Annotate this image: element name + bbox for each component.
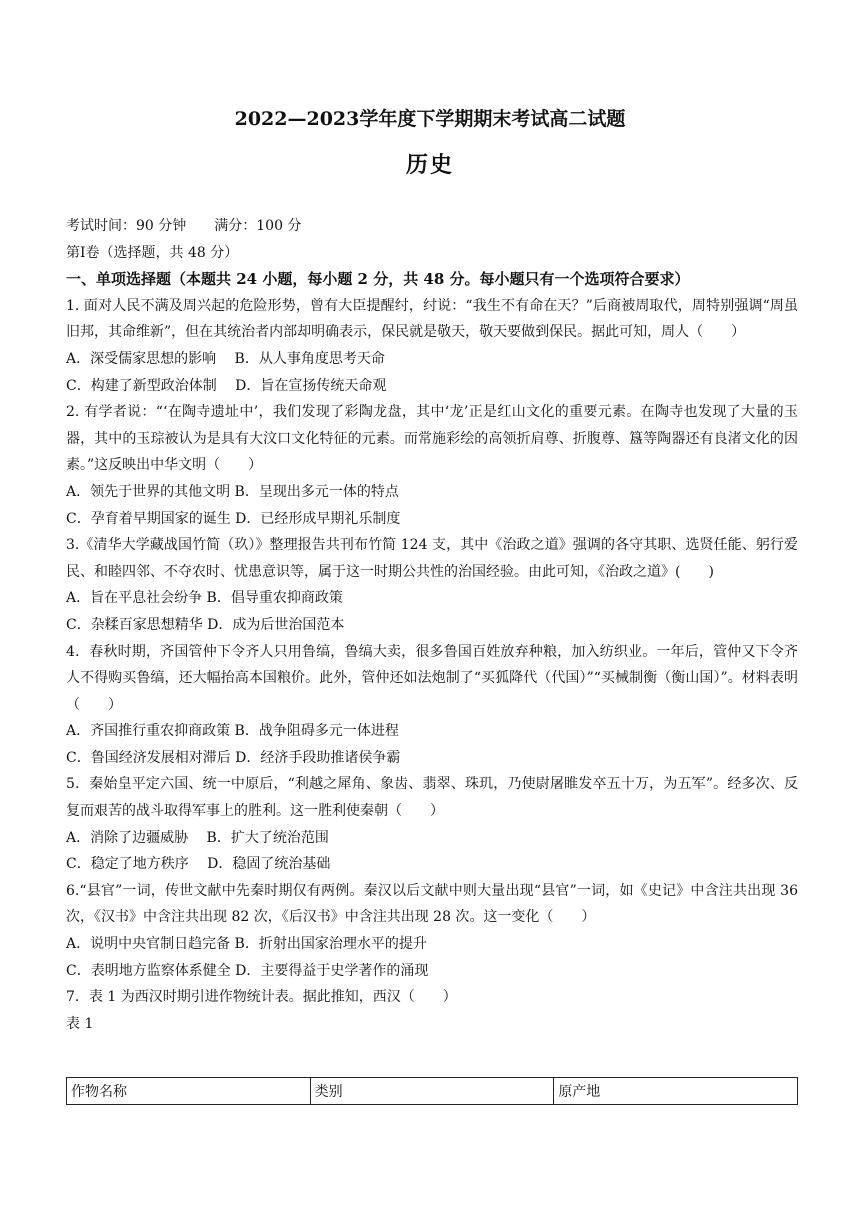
question-5-stem: 5．秦始皇平定六国、统一中原后，“利越之犀角、象齿、翡翠、珠玑，乃使尉屠睢发卒五十万，为五军”。经多次、反复而艰苦的战斗取得军事上的胜利。这一胜利使秦朝（ ）: [66, 776, 798, 820]
question-1-options-cd: C．构建了新型政治体制 D．旨在宣扬传统天命观: [66, 377, 387, 394]
question-6-stem: 6.“县官”一词，传世文献中先秦时期仅有两例。秦汉以后文献中则大量出现“县官”一词，如《史记》中含注共出现 36 次，《汉书》中含注共出现 82 次，《后汉书》中含注共出现 28 次。这一变化（ ）: [66, 882, 798, 926]
question-2-options-cd: C．孕育着早期国家的诞生 D．已经形成早期礼乐制度: [66, 510, 401, 527]
question-1-stem: 1. 面对人民不满及周兴起的危险形势，曾有大臣提醒纣，纣说：“我生不有命在天？”后商被周取代，周特别强调“周虽旧邦，其命维新”，但在其统治者内部却明确表示，保民就是敬天，敬天要做到保民。据此可知，周人（ ）: [66, 297, 798, 341]
subject-title: 历史: [405, 152, 454, 178]
question-4-stem: 4．春秋时期，齐国管仲下令齐人只用鲁缟，鲁缟大卖，很多鲁国百姓放弃种粮，加入纺织业。一年后，管仲又下令齐人不得购买鲁缟，还大幅抬高本国粮价。此外，管仲还如法炮制了“买狐降代（代国）”“买械制衡（衡山国）”。材料表明（ ）: [66, 643, 798, 713]
question-4-options-cd: C．鲁国经济发展相对滞后 D．经济手段助推诸侯争霸: [66, 749, 401, 766]
exam-title: 2022—2023学年度下学期期末考试高二试题: [234, 108, 626, 130]
question-5-options-ab: A．消除了边疆威胁 B．扩大了统治范围: [66, 829, 329, 846]
question-3-options-cd: C．杂糅百家思想精华 D．成为后世治国范本: [66, 616, 345, 633]
section-heading: 一、单项选择题（本题共 24 小题，每小题 2 分，共 48 分。每小题只有一个选项符合要求）: [66, 270, 690, 289]
table-header-row: [67, 1078, 798, 1105]
question-3-stem: 3.《清华大学藏战国竹简（玖）》整理报告共刊布竹简 124 支，其中《治政之道》强调的各守其职、选贤任能、躬行爱民、和睦四邻、不夺农时、忧患意识等，属于这一时期公共性的治国经验。由此可知，《治政之道》( ): [66, 537, 798, 580]
question-3-options-ab: A．旨在平息社会纷争 B．倡导重农抑商政策: [66, 590, 343, 607]
table-caption: 表 1: [66, 1015, 94, 1032]
question-1-options-ab: A．深受儒家思想的影响 B．从人事角度思考天命: [66, 350, 385, 367]
question-2-stem: 2. 有学者说：“‘在陶寺遗址中’，我们发现了彩陶龙盘，其中‘龙’正是红山文化的重要元素。在陶寺也发现了大量的玉器，其中的玉琮被认为是具有大汶口文化特征的元素。而常施彩绘的高领折肩尊、折腹尊、簋等陶器还有良渚文化的因素。”这反映出中华文明（ ）: [66, 404, 798, 474]
exam-info: 考试时间：90 分钟 满分：100 分: [66, 218, 302, 234]
question-2-options-ab: A．领先于世界的其他文明 B．呈现出多元一体的特点: [66, 483, 399, 500]
part-heading: 第Ⅰ卷（选择题，共 48 分）: [66, 244, 239, 261]
exam-content: [66, 213, 798, 1037]
question-6-options-ab: A．说明中央官制日趋完备 B．折射出国家治理水平的提升: [66, 936, 427, 953]
question-7-stem: 7．表 1 为西汉时期引进作物统计表。据此推知，西汉（ ）: [66, 989, 457, 1006]
table-header-cell: 作物名称: [67, 1078, 311, 1105]
table-header-cell: 原产地: [554, 1078, 798, 1105]
question-6-options-cd: C．表明地方监察体系健全 D．主要得益于史学著作的涌现: [66, 962, 429, 979]
table-header-cell: 类别: [310, 1078, 554, 1105]
crop-table: [66, 1077, 798, 1105]
question-5-options-cd: C．稳定了地方秩序 D．稳固了统治基础: [66, 856, 331, 873]
question-4-options-ab: A．齐国推行重农抑商政策 B．战争阻碍多元一体进程: [66, 723, 399, 740]
